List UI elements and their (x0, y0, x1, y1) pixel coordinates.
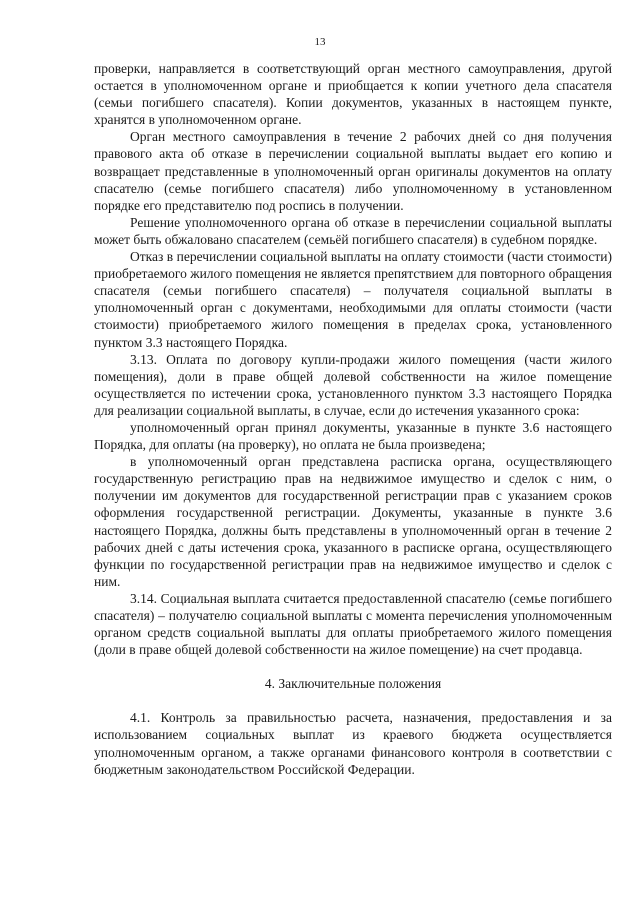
paragraph-local-government-return: Орган местного самоуправления в течение 2 рабочих дней со дня получения правового акта об отказе в перечислении социальной выплаты выдает его копию и возвращает представленные в уполномоченный орган оригиналы документов на оплату спасателю (семье погибшего спасателя) либо уполномоченному в установленном порядке его представителю под роспись в получении. (94, 129, 612, 213)
paragraph-continuation: проверки, направляется в соответствующий орган местного самоуправления, другой остается в уполномоченном органе и приобщается к копии учетного дела спасателя (семьи погибшего спасателя). Копии документов, указанных в настоящем пункте, хранятся в уполномоченном органе. (94, 61, 612, 128)
paragraph-3-13: 3.13. Оплата по договору купли-продажи жилого помещения (части жилого помещения), доли в праве общей долевой собственности на жилое помещение осуществляется по истечении срока, установленного пунктом 3.3 настоящего Порядка для реализации социальной выплаты, в случае, если до истечения указанного срока: (94, 351, 612, 418)
page-number: 13 (314, 36, 326, 48)
paragraph-condition-receipt: в уполномоченный орган представлена расписка органа, осуществляющего государственную регистрацию прав на недвижимое имущество и сделок с ним, о получении им документов для государственной регистрации прав с указанием сроков оформления государственной регистрации. Документы, указанные в пункте 3.6 настоящего Порядка, должны быть представлены в уполномоченный орган в течение 2 рабочих дней с даты истечения срока, указанного в расписке органа, осуществляющего функции по государственной регистрации прав на недвижимое имущество и сделок с ним. (94, 454, 612, 589)
section-heading: 4. Заключительные положения (264, 676, 442, 692)
paragraph-appeal: Решение уполномоченного органа об отказе в перечислении социальной выплаты может быть обжаловано спасателем (семьёй погибшего спасателя) в судебном порядке. (94, 214, 612, 247)
paragraph-3-14: 3.14. Социальная выплата считается предоставленной спасателю (семье погибшего спасателя) – получателю социальной выплаты с момента перечисления уполномоченным органом средств социальной выплаты для оплаты приобретаемого жилого помещения (доли в праве общей долевой собственности на жилое помещение) на счет продавца. (94, 590, 612, 658)
paragraph-refusal-no-obstacle: Отказ в перечислении социальной выплаты на оплату стоимости (части стоимости) приобретаемого жилого помещения не является препятствием для повторного обращения спасателя (семьи погибшего спасателя) – получателя социальной выплаты в уполномоченный орган с документами, необходимыми для оплаты стоимости (части стоимости) приобретаемого жилого помещения в пределах срока, установленного пунктом 3.3 настоящего Порядка. (94, 249, 612, 350)
document-body (94, 60, 612, 778)
paragraph-4-1: 4.1. Контроль за правильностью расчета, назначения, предоставления и за использованием социальных выплат из краевого бюджета осуществляется уполномоченным органом, а также органами финансового контроля в соответствии с бюджетным законодательством Российской Федерации. (94, 710, 612, 777)
paragraph-condition-documents-accepted: уполномоченный орган принял документы, указанные в пункте 3.6 настоящего Порядка, для оплаты (на проверку), но оплата не была произведена; (94, 419, 612, 453)
